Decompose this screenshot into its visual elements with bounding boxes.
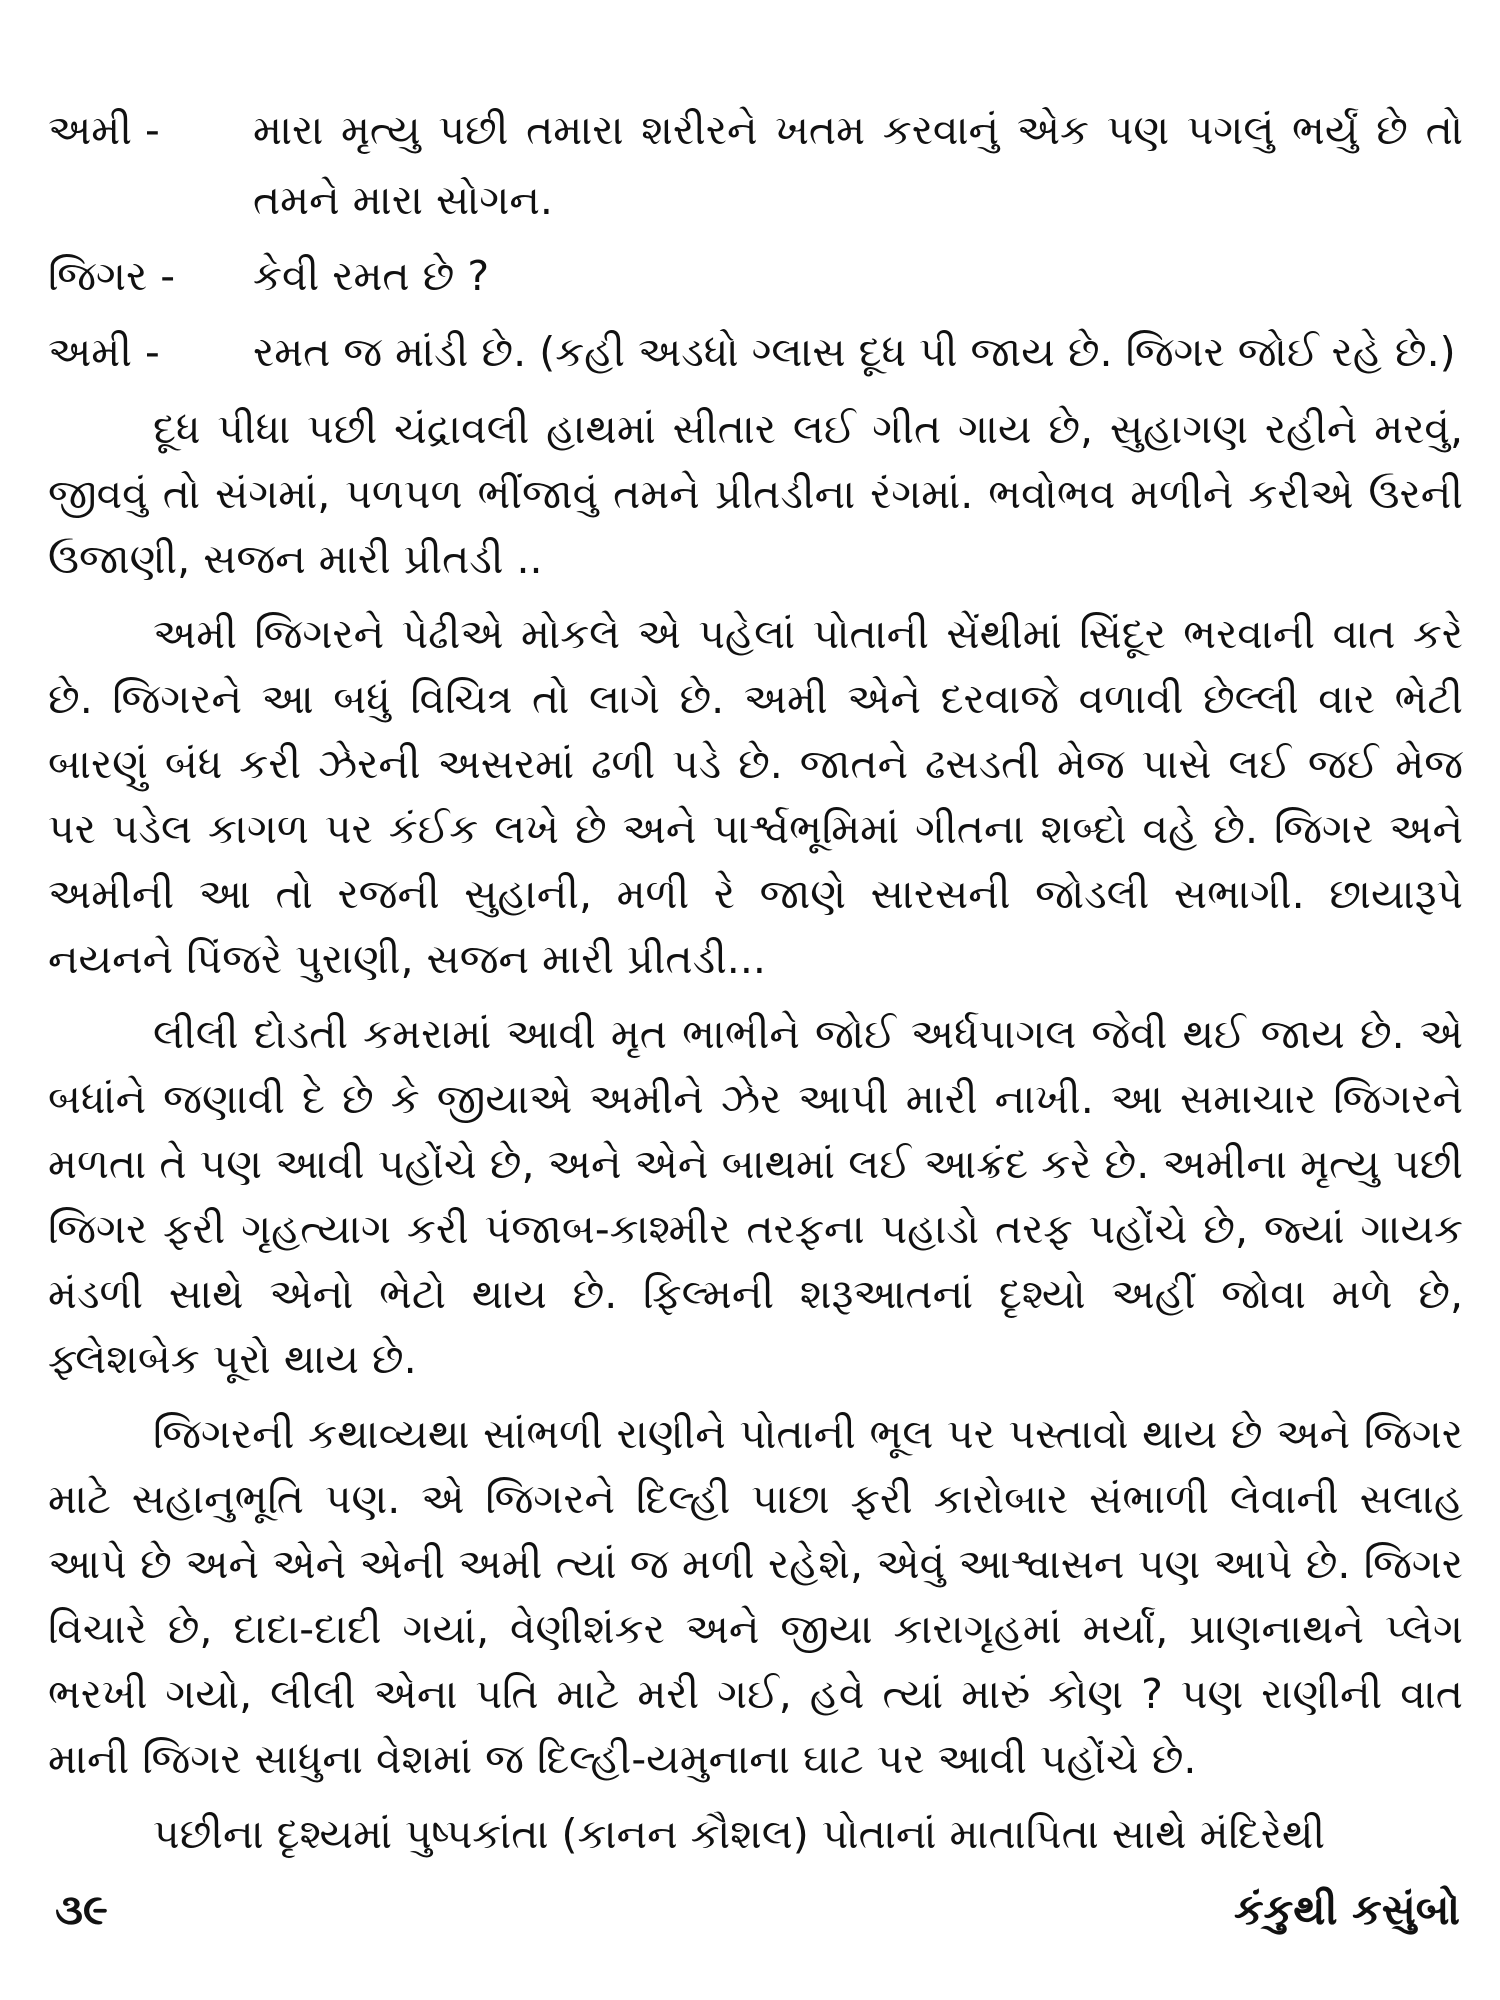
dialogue-line: મારા મૃત્યુ પછી તમારા શરીરને ખતમ કરવાનું એક પણ પગલું ભર્યું છે તો તમને મારા સોગન. (253, 106, 1463, 224)
dialogue-row (48, 95, 1463, 235)
speaker-label: અમી - (48, 106, 160, 154)
dialogue-line: રમત જ માંડી છે. (કહી અડધો ગ્લાસ દૂધ પી જાય છે. જિગર જોઈ રહે છે.) (253, 328, 1456, 376)
paragraph: લીલી દોડતી કમરામાં આવી મૃત ભાભીને જોઈ અર્ધપાગલ જેવી થઈ જાય છે. એ બધાંને જણાવી દે છે કે જીયાએ અમીને ઝેર આપી મારી નાખી. આ સમાચાર જિગરને મળતા તે પણ આવી પહોંચે છે, અને એને બાથમાં લઈ આક્રંદ કરે છે. અમીના મૃત્યુ પછી જિગર ફરી ગૃહત્યાગ કરી પંજાબ-કાશ્મીર તરફના પહાડો તરફ પહોંચે છે, જ્યાં ગાયક મંડળી સાથે એનો ભેટો થાય છે. ફિલ્મની શરૂઆતનાં દૃશ્યો અહીં જોવા મળે છે, ફ્લેશબેક પૂરો થાય છે. (48, 1010, 1463, 1383)
paragraph: પછીના દૃશ્યમાં પુષ્પકાંતા (કાનન કૌશલ) પોતાનાં માતાપિતા સાથે મંદિરેથી (153, 1810, 1326, 1858)
dialogue-line: કેવી રમત છે ? (253, 252, 490, 300)
paragraph: અમી જિગરને પેઢીએ મોકલે એ પહેલાં પોતાની સેંથીમાં સિંદૂર ભરવાની વાત કરે છે. જિગરને આ બધું વિચિત્ર તો લાગે છે. અમી એને દરવાજે વળાવી છેલ્લી વાર ભેટી બારણું બંધ કરી ઝેરની અસરમાં ઢળી પડે છે. જાતને ઢસડતી મેજ પાસે લઈ જઈ મેજ પર પડેલ કાગળ પર કંઈક લખે છે અને પાર્શ્વભૂમિમાં ગીતના શબ્દો વહે છે. જિગર અને અમીની આ તો રજની સુહાની, મળી રે જાણે સારસની જોડલી સભાગી. છાયારૂપે નયનને પિંજરે પુરાણી, સજન મારી પ્રીતડી... (48, 610, 1463, 983)
page-body (48, 95, 1463, 1867)
speaker-label: જિગર - (48, 252, 176, 300)
dialogue-row (48, 317, 1463, 387)
speaker-label: અમી - (48, 328, 160, 376)
paragraph: જિગરની કથાવ્યથા સાંભળી રાણીને પોતાની ભૂલ પર પસ્તાવો થાય છે અને જિગર માટે સહાનુભૂતિ પણ. એ જિગરને દિલ્હી પાછા ફરી કારોબાર સંભાળી લેવાની સલાહ આપે છે અને એને એની અમી ત્યાં જ મળી રહેશે, એવું આશ્વાસન પણ આપે છે. જિગર વિચારે છે, દાદા-દાદી ગયાં, વેણીશંકર અને જીયા કારાગૃહમાં મર્યાં, પ્રાણનાથને પ્લેગ ભરખી ગયો, લીલી એના પતિ માટે મરી ગઈ, હવે ત્યાં મારું કોણ ? પણ રાણીની વાત માની જિગર સાધુના વેશમાં જ દિલ્હી-યમુનાના ઘાટ પર આવી પહોંચે છે. (48, 1410, 1463, 1783)
page-number: ૩૯ (55, 1885, 108, 1934)
dialogue-row (48, 241, 1463, 311)
book-title: કંકુથી કસુંબો (1233, 1885, 1460, 1934)
paragraph: દૂધ પીધા પછી ચંદ્રાવલી હાથમાં સીતાર લઈ ગીત ગાય છે, સુહાગણ રહીને મરવું, જીવવું તો સંગમાં, પળપળ ભીંજાવું તમને પ્રીતડીના રંગમાં. ભવોભવ મળીને કરીએ ઉરની ઉજાણી, સજન મારી પ્રીતડી .. (48, 405, 1463, 583)
page-footer (55, 1885, 1460, 1935)
